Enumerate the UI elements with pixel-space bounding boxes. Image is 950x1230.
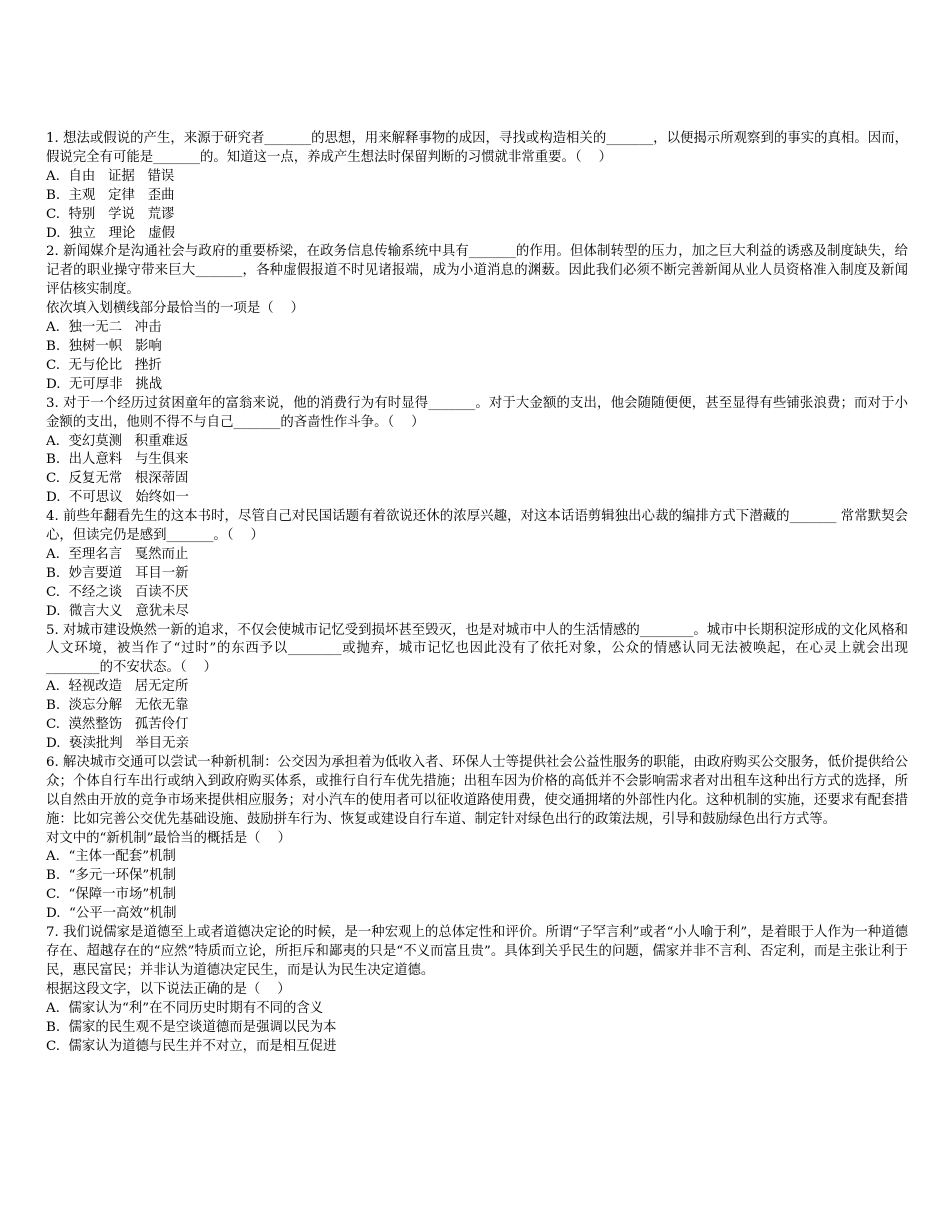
question-3-option-c: C. 反复无常 根深蒂固	[46, 471, 189, 487]
question-3-option-d: D. 不可思议 始终如一	[46, 490, 189, 506]
question-5-option-c: C. 漠然整饬 孤苦伶仃	[46, 717, 189, 733]
question-3	[46, 395, 908, 508]
question-2-option-a: A. 独一无二 冲击	[46, 320, 162, 336]
question-6-option-d: D. “公平一高效”机制	[46, 906, 177, 922]
question-5-option-d: D. 亵渎批判 举目无亲	[46, 736, 189, 751]
question-3-stem: 3. 对于一个经历过贫困童年的富翁来说，他的消费行为有时显得_______。对于大金额的支出，他会随随便便，甚至显得有些铺张浪费；而对于小金额的支出，他则不得不与自己_______的吝啬性作斗争。（ ）	[46, 395, 908, 430]
question-1-stem: 1. 想法或假说的产生，来源于研究者_______的思想，用来解释事物的成因，寻找或构造相关的_______，以便揭示所观察到的事实的真相。因而，假说完全有可能是_______的。知道这一点，养成产生想法时保留判断的习惯就非常重要。（ ）	[46, 131, 908, 165]
question-6-prompt: 对文中的“新机制”最恰当的概括是（ ）	[46, 830, 291, 846]
question-6-stem: 6. 解决城市交通可以尝试一种新机制：公交因为承担着为低收入者、环保人士等提供社会公益性服务的职能，由政府购买公交服务，低价提供给公众；个体自行车出行或纳入到政府购买体系，或推行自行车优先措施；出租车因为价格的高低并不会影响需求者对出租车这种出行方式的选择，所以自然由开放的竞争市场来提供相应服务；对小汽车的使用者可以征收道路使用费，使交通拥堵的外部性内化。这种机制的实施，还要求有配套措施：比如完善公交优先基础设施、鼓励拼车行为、恢复或建设自行车道、制定针对绿色出行的政策法规，引导和鼓励绿色出行方式等。	[46, 754, 908, 827]
question-2-stem: 2. 新闻媒介是沟通社会与政府的重要桥梁，在政务信息传输系统中具有_______的作用。但体制转型的压力，加之巨大利益的诱惑及制度缺失，给记者的职业操守带来巨大_______，各种虚假报道不时见诸报端，成为小道消息的渊薮。因此我们必须不断完善新闻从业人员资格准入制度及新闻评估核实制度。	[46, 244, 908, 298]
question-1-option-d: D. 独立 理论 虚假	[46, 225, 175, 241]
question-7-prompt: 根据这段文字，以下说法正确的是（ ）	[46, 981, 291, 997]
question-4	[46, 508, 908, 621]
question-1-option-b: B. 主观 定律 歪曲	[46, 187, 175, 203]
question-3-option-b: B. 出人意料 与生俱来	[46, 452, 189, 468]
question-2-prompt: 依次填入划横线部分最恰当的一项是（ ）	[46, 301, 305, 317]
question-1-option-a: A. 自由 证据 错误	[46, 168, 175, 184]
question-4-option-c: C. 不经之谈 百读不厌	[46, 584, 189, 600]
question-6-option-b: B. “多元一环保”机制	[46, 868, 177, 884]
question-2-option-c: C. 无与伦比 挫折	[46, 357, 162, 373]
question-5	[46, 622, 908, 754]
question-7	[46, 924, 908, 1056]
question-2	[46, 243, 908, 394]
question-1-option-c: C. 特别 学说 荒谬	[46, 206, 175, 222]
question-6-option-c: C. “保障一市场”机制	[46, 887, 176, 903]
question-4-stem: 4. 前些年翻看先生的这本书时，尽管自己对民国话题有着欲说还休的浓厚兴趣，对这本话语剪辑独出心裁的编排方式下潜藏的_______ 常常默契会心，但读完仍是感到_______。（ ）	[46, 509, 908, 544]
question-7-stem: 7. 我们说儒家是道德至上或者道德决定论的时候，是一种宏观上的总体定性和评价。所谓“子罕言利”或者“小人喻于利”，是着眼于人作为一种道德存在、超越存在的“应然”特质而立论，所拒斥和鄙夷的只是“不义而富且贵”。具体到关乎民生的问题，儒家并非不言利、否定利，而是主张让利于民，惠民富民；并非认为道德决定民生，而是认为民生决定道德。	[46, 925, 908, 978]
question-7-option-b: B. 儒家的民生观不是空谈道德而是强调以民为本	[46, 1019, 337, 1035]
exam-page	[46, 130, 908, 1056]
question-5-stem: 5. 对城市建设焕然一新的追求，不仅会使城市记忆受到损坏甚至毁灭，也是对城市中人的生活情感的________。城市中长期积淀形成的文化风格和人文环境，被当作了“过时”的东西予以________或抛弃，城市记忆也因此没有了依托对象，公众的情感认同无法被唤起，在心灵上就会出现________的不安状态。（ ）	[46, 622, 908, 676]
question-4-option-b: B. 妙言要道 耳目一新	[46, 565, 189, 581]
question-2-option-b: B. 独树一帜 影响	[46, 338, 162, 354]
question-2-option-d: D. 无可厚非 挑战	[46, 376, 163, 392]
question-5-option-b: B. 淡忘分解 无依无靠	[46, 698, 189, 714]
question-7-option-a: A. 儒家认为“利”在不同历史时期有不同的含义	[46, 1000, 324, 1016]
question-7-option-c: C. 儒家认为道德与民生并不对立，而是相互促进	[46, 1038, 337, 1054]
question-1	[46, 130, 908, 243]
question-6-option-a: A. “主体一配套”机制	[46, 849, 176, 865]
question-5-option-a: A. 轻视改造 居无定所	[46, 679, 189, 695]
question-3-option-a: A. 变幻莫测 积重难返	[46, 433, 189, 449]
question-6	[46, 754, 908, 924]
question-4-option-a: A. 至理名言 戛然而止	[46, 546, 189, 562]
question-4-option-d: D. 微言大义 意犹未尽	[46, 603, 189, 619]
